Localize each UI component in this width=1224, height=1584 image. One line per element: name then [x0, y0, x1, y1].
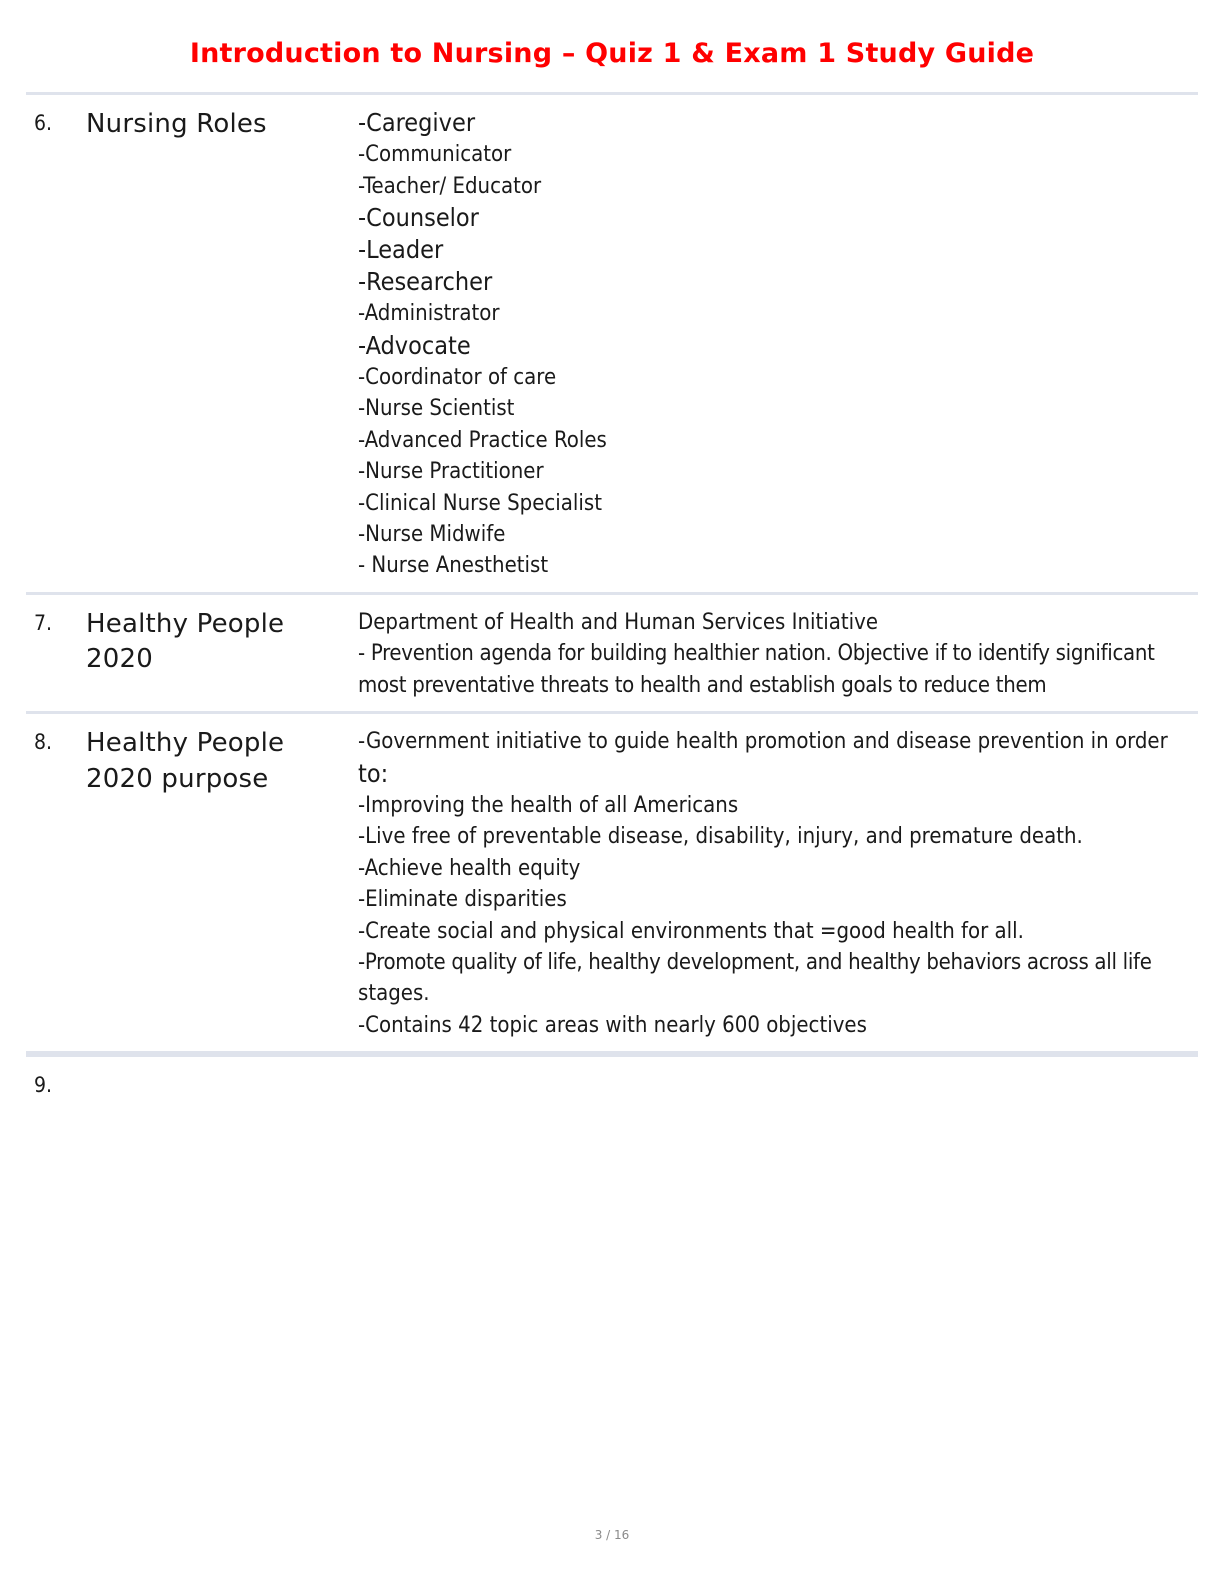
definition-line: -Coordinator of care — [358, 364, 557, 390]
page-title: Introduction to Nursing – Quiz 1 & Exam 1 Study Guide — [189, 38, 1035, 69]
row-term — [86, 1063, 358, 1069]
row-definition — [358, 1063, 1198, 1069]
row-term: Nursing Roles — [86, 109, 267, 140]
definition-line: -Clinical Nurse Specialist — [358, 490, 602, 516]
row-term: Healthy People 2020 purpose — [86, 728, 285, 794]
definition-line: -Counselor — [358, 203, 479, 233]
definition-line: -Achieve health equity — [358, 855, 581, 881]
definition-line: -Nurse Scientist — [358, 396, 515, 422]
definition-line: -Improving the health of all Americans — [358, 792, 739, 818]
table-row — [26, 1054, 1198, 1121]
page-number: 3 / 16 — [594, 1528, 630, 1542]
definition-line: to: — [358, 758, 389, 788]
definition-line: -Communicator — [358, 142, 512, 168]
definition-line: -Administrator — [358, 301, 500, 327]
definition-line: -Caregiver — [358, 108, 476, 138]
definition-line: -Teacher/ Educator — [358, 173, 542, 199]
definition-line: -Researcher — [358, 267, 493, 297]
definition-line: Department of Health and Human Services Initiative — [358, 609, 879, 635]
definition-line: -Promote quality of life, healthy development, and healthy behaviors across all life — [358, 950, 1152, 975]
study-guide-table — [26, 92, 1198, 1121]
row-term: Healthy People 2020 — [86, 608, 285, 675]
definition-line: -Advanced Practice Roles — [358, 427, 607, 453]
definition-line: - Prevention agenda for building healthier nation. Objective if to identify significant most preventative threats to health and establish goals to reduce them — [358, 641, 1161, 698]
row-definition — [358, 101, 1198, 582]
definition-line: -Government initiative to guide health promotion and disease prevention in order — [358, 729, 1168, 755]
definition-line: stages. — [358, 981, 430, 1007]
table-row — [26, 592, 1198, 711]
table-row — [26, 92, 1198, 592]
row-number: 6. — [34, 111, 53, 136]
row-definition — [358, 601, 1198, 701]
definition-line: -Contains 42 topic areas with nearly 600 objectives — [358, 1012, 867, 1038]
definition-line: -Create social and physical environments that =good health for all. — [358, 918, 1024, 944]
definition-line: -Advocate — [358, 330, 471, 360]
row-number: 9. — [34, 1073, 53, 1098]
definition-line: -Nurse Practitioner — [358, 459, 544, 485]
definition-line: - Nurse Anesthetist — [358, 553, 549, 579]
definition-line: -Nurse Midwife — [358, 522, 506, 548]
row-number: 7. — [34, 610, 53, 635]
table-row — [26, 711, 1198, 1054]
definition-line: -Leader — [358, 235, 444, 265]
row-number: 8. — [34, 730, 53, 755]
row-definition — [358, 720, 1198, 1041]
definition-line: -Live free of preventable disease, disability, injury, and premature death. — [358, 824, 1083, 850]
definition-line: -Eliminate disparities — [358, 887, 567, 913]
